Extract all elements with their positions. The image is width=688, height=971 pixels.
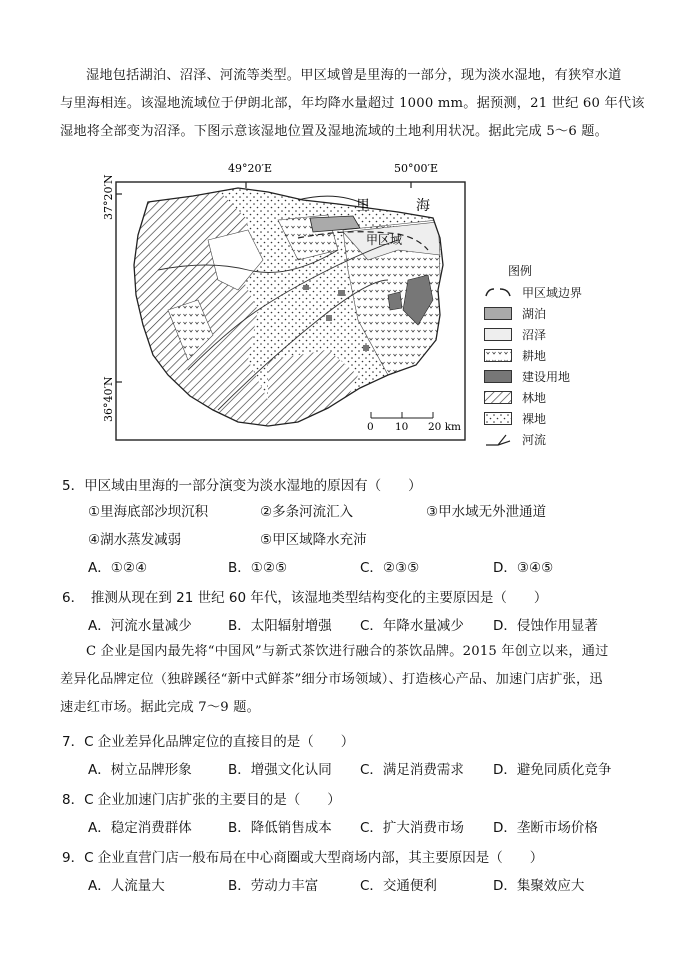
- q9-option-c[interactable]: C．交通便利: [360, 878, 437, 894]
- sea-label-1: 里: [356, 198, 370, 214]
- q6-option-b[interactable]: B．太阳辐射增强: [228, 618, 332, 634]
- q9-option-a[interactable]: A．人流量大: [88, 878, 165, 894]
- q5-choice-3: ③甲水域无外泄通道: [426, 504, 547, 520]
- sea-label-2: 海: [416, 198, 430, 214]
- intro-paragraph-2: [60, 638, 645, 722]
- q5-choice-1: ①里海底部沙坝沉积: [88, 504, 209, 520]
- legend-item-cropland: 耕地: [484, 347, 604, 365]
- lon-left-label: 49°20′E: [228, 162, 273, 175]
- q8-stem: 8．C 企业加速门店扩张的主要目的是（ ）: [62, 792, 341, 808]
- q8-option-c[interactable]: C．扩大消费市场: [360, 820, 464, 836]
- q5-option-d[interactable]: D．③④⑤: [493, 560, 554, 576]
- svg-text:20 km: 20 km: [428, 421, 462, 433]
- q8-option-a[interactable]: A．稳定消费群体: [88, 820, 192, 836]
- q7-option-b[interactable]: B．增强文化认同: [228, 762, 332, 778]
- q9-option-d[interactable]: D．集聚效应大: [493, 878, 585, 894]
- q5-stem: 5．甲区域由里海的一部分演变为淡水湿地的原因有（ ）: [62, 478, 422, 494]
- svg-text:0: 0: [367, 421, 374, 433]
- intro2-line3: 速走红市场。据此完成 7～9 题。: [60, 700, 261, 715]
- q5-option-c[interactable]: C．②③⑤: [360, 560, 420, 576]
- legend-item-river: 河流: [484, 431, 604, 449]
- q5-option-a[interactable]: A．①②④: [88, 560, 148, 576]
- intro1-line1: 湿地包括湖泊、沼泽、河流等类型。甲区域曾是里海的一部分，现为淡水湿地，有狭窄水道: [86, 68, 622, 83]
- legend-title: 图例: [508, 264, 533, 278]
- legend-item-bare-land: 裸地: [484, 410, 604, 428]
- q7-option-d[interactable]: D．避免同质化竞争: [493, 762, 612, 778]
- region-label: 甲区域: [366, 233, 403, 247]
- legend-item-lake: 湖泊: [484, 305, 604, 323]
- q5-choice-5: ⑤甲区域降水充沛: [260, 532, 367, 548]
- q7-option-a[interactable]: A．树立品牌形象: [88, 762, 192, 778]
- q9-stem: 9．C 企业直营门店一般布局在中心商圈或大型商场内部，其主要原因是（ ）: [62, 850, 544, 866]
- q5-choice-4: ④湖水蒸发减弱: [88, 532, 182, 548]
- lon-right-label: 50°00′E: [394, 162, 439, 175]
- q7-option-c[interactable]: C．满足消费需求: [360, 762, 464, 778]
- q6-option-a[interactable]: A．河流水量减少: [88, 618, 192, 634]
- legend-item-built-up: 建设用地: [484, 368, 604, 386]
- intro-paragraph-1: [60, 62, 645, 146]
- lat-bottom-label: 36°40′N: [102, 376, 115, 422]
- q5-choice-2: ②多条河流汇入: [260, 504, 354, 520]
- svg-text:10: 10: [395, 421, 409, 433]
- intro2-line1: C 企业是国内最先将“中国风”与新式茶饮进行融合的茶饮品牌。2015 年创立以来，通过: [86, 644, 609, 659]
- wetland-land-use-map: [98, 160, 483, 442]
- q6-option-c[interactable]: C．年降水量减少: [360, 618, 464, 634]
- q6-stem: 6． 推测从现在到 21 世纪 60 年代，该湿地类型结构变化的主要原因是（ ）: [62, 590, 548, 606]
- legend-item-marsh: 沼泽: [484, 326, 604, 344]
- intro1-line2: 与里海相连。该湿地流域位于伊朗北部，年均降水量超过 1000 mm。据预测，21 世纪 60 年代该: [60, 96, 645, 111]
- q9-option-b[interactable]: B．劳动力丰富: [228, 878, 319, 894]
- lat-top-label: 37°20′N: [102, 174, 115, 220]
- legend-item-boundary: 甲区域边界: [484, 284, 604, 302]
- intro1-line3: 湿地将全部变为沼泽。下图示意该湿地位置及湿地流域的土地利用状况。据此完成 5～6 题。: [60, 124, 609, 139]
- q6-option-d[interactable]: D．侵蚀作用显著: [493, 618, 598, 634]
- intro2-line2: 差异化品牌定位（独辟蹊径“新中式鲜茶”细分市场领域）、打造核心产品、加速门店扩张，迅: [60, 672, 603, 687]
- q8-option-d[interactable]: D．垄断市场价格: [493, 820, 598, 836]
- q8-option-b[interactable]: B．降低销售成本: [228, 820, 332, 836]
- q5-option-b[interactable]: B．①②⑤: [228, 560, 288, 576]
- q7-stem: 7．C 企业差异化品牌定位的直接目的是（ ）: [62, 734, 355, 750]
- legend-item-forest: 林地: [484, 389, 604, 407]
